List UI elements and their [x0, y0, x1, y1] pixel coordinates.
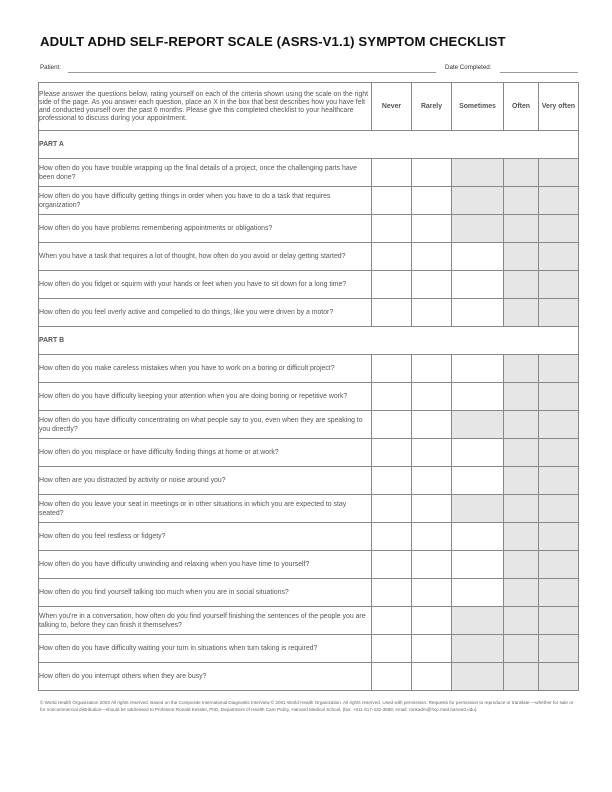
question-row [39, 495, 579, 523]
answer-box-rarely[interactable] [412, 663, 452, 691]
answer-box-often[interactable] [504, 523, 539, 551]
question-text: How often do you misplace or have difficulty finding things at home or at work? [39, 439, 372, 467]
answer-box-never[interactable] [372, 411, 412, 439]
answer-box-very-often[interactable] [539, 215, 579, 243]
answer-box-sometimes[interactable] [452, 411, 504, 439]
answer-box-very-often[interactable] [539, 495, 579, 523]
answer-box-very-often[interactable] [539, 299, 579, 327]
answer-box-sometimes[interactable] [452, 607, 504, 635]
answer-box-never[interactable] [372, 495, 412, 523]
part-label: PART B [39, 327, 579, 355]
answer-box-sometimes[interactable] [452, 299, 504, 327]
answer-box-sometimes[interactable] [452, 495, 504, 523]
header-row [39, 83, 579, 131]
answer-box-sometimes[interactable] [452, 635, 504, 663]
answer-box-very-often[interactable] [539, 663, 579, 691]
question-text: How often do you find yourself talking too much when you are in social situations? [39, 579, 372, 607]
answer-box-never[interactable] [372, 215, 412, 243]
answer-box-sometimes[interactable] [452, 383, 504, 411]
answer-box-often[interactable] [504, 243, 539, 271]
answer-box-never[interactable] [372, 243, 412, 271]
answer-box-rarely[interactable] [412, 635, 452, 663]
question-row [39, 579, 579, 607]
answer-box-rarely[interactable] [412, 607, 452, 635]
copyright-footer: © World Health Organization 2003 All rights reserved. Based on the Composite International Diagnostic Interview © 2001 World Health Organization. All rights reserved. Used with permission. Requests for permission to reproduce or translate —whether for sale or for noncommercial distribution—should be addressed to Professor Ronald Kessler, PhD, Department of Health Care Policy, Harvard Medical School, (fax: +011 617-432-3588; email: ronkadm@hcp.med.harvard.edu). [40, 700, 574, 712]
question-text: How often do you feel restless or fidgety? [39, 523, 372, 551]
answer-box-never[interactable] [372, 467, 412, 495]
patient-line[interactable] [68, 72, 436, 73]
answer-box-often[interactable] [504, 607, 539, 635]
answer-box-rarely[interactable] [412, 579, 452, 607]
answer-box-often[interactable] [504, 411, 539, 439]
answer-box-rarely[interactable] [412, 243, 452, 271]
answer-box-often[interactable] [504, 299, 539, 327]
question-row [39, 551, 579, 579]
answer-box-never[interactable] [372, 355, 412, 383]
question-row [39, 663, 579, 691]
answer-box-rarely[interactable] [412, 187, 452, 215]
question-text: How often do you fidget or squirm with your hands or feet when you have to sit down for a long time? [39, 271, 372, 299]
answer-box-never[interactable] [372, 271, 412, 299]
column-header-sometimes: Sometimes [452, 83, 504, 131]
question-row [39, 635, 579, 663]
question-row [39, 187, 579, 215]
answer-box-sometimes[interactable] [452, 215, 504, 243]
answer-box-very-often[interactable] [539, 383, 579, 411]
answer-box-often[interactable] [504, 495, 539, 523]
part-header-row [39, 131, 579, 159]
answer-box-never[interactable] [372, 523, 412, 551]
answer-box-often[interactable] [504, 635, 539, 663]
question-text: How often do you have difficulty unwinding and relaxing when you have time to yourself? [39, 551, 372, 579]
answer-box-sometimes[interactable] [452, 579, 504, 607]
answer-box-rarely[interactable] [412, 495, 452, 523]
column-header-rarely: Rarely [412, 83, 452, 131]
question-text: How often do you have difficulty getting things in order when you have to do a task that requires organization? [39, 187, 372, 215]
answer-box-often[interactable] [504, 271, 539, 299]
answer-box-very-often[interactable] [539, 439, 579, 467]
answer-box-often[interactable] [504, 383, 539, 411]
answer-box-very-often[interactable] [539, 635, 579, 663]
answer-box-rarely[interactable] [412, 271, 452, 299]
question-text: How often do you interrupt others when they are busy? [39, 663, 372, 691]
answer-box-very-often[interactable] [539, 467, 579, 495]
answer-box-very-often[interactable] [539, 271, 579, 299]
question-row [39, 467, 579, 495]
answer-box-never[interactable] [372, 551, 412, 579]
instructions-text: Please answer the questions below, rating yourself on each of the criteria shown using the scale on the right side of the page. As you answer each question, place an X in the box that best describes how you have felt and conducted yourself over the past 6 months. Please give this completed checklist to your healthcare professional to discuss during your appointment. [39, 83, 372, 131]
answer-box-never[interactable] [372, 663, 412, 691]
question-row [39, 523, 579, 551]
answer-box-rarely[interactable] [412, 299, 452, 327]
answer-box-sometimes[interactable] [452, 467, 504, 495]
answer-box-sometimes[interactable] [452, 187, 504, 215]
answer-box-often[interactable] [504, 467, 539, 495]
answer-box-sometimes[interactable] [452, 271, 504, 299]
answer-box-rarely[interactable] [412, 215, 452, 243]
question-text: How often do you have trouble wrapping up the final details of a project, once the challenging parts have been done? [39, 159, 372, 187]
answer-box-sometimes[interactable] [452, 523, 504, 551]
question-text: How often do you have difficulty concentrating on what people say to you, even when they are speaking to you directly? [39, 411, 372, 439]
question-text: How often do you have difficulty keeping your attention when you are doing boring or repetitive work? [39, 383, 372, 411]
part-header-row [39, 327, 579, 355]
answer-box-never[interactable] [372, 607, 412, 635]
answer-box-very-often[interactable] [539, 551, 579, 579]
answer-box-very-often[interactable] [539, 411, 579, 439]
question-row [39, 607, 579, 635]
question-text: How often do you feel overly active and compelled to do things, like you were driven by a motor? [39, 299, 372, 327]
question-text: How often do you leave your seat in meetings or in other situations in which you are expected to stay seated? [39, 495, 372, 523]
question-text: How often do you have problems remembering appointments or obligations? [39, 215, 372, 243]
column-header-often: Often [504, 83, 539, 131]
symptom-checklist-table [38, 82, 579, 691]
answer-box-sometimes[interactable] [452, 551, 504, 579]
answer-box-often[interactable] [504, 663, 539, 691]
answer-box-often[interactable] [504, 159, 539, 187]
question-text: How often do you make careless mistakes when you have to work on a boring or difficult project? [39, 355, 372, 383]
answer-box-often[interactable] [504, 187, 539, 215]
answer-box-never[interactable] [372, 159, 412, 187]
answer-box-very-often[interactable] [539, 355, 579, 383]
answer-box-rarely[interactable] [412, 383, 452, 411]
question-row [39, 159, 579, 187]
answer-box-sometimes[interactable] [452, 439, 504, 467]
question-row [39, 299, 579, 327]
answer-box-very-often[interactable] [539, 523, 579, 551]
question-text: How often do you have difficulty waiting your turn in situations when turn taking is required? [39, 635, 372, 663]
question-row [39, 411, 579, 439]
part-label: PART A [39, 131, 579, 159]
answer-box-rarely[interactable] [412, 467, 452, 495]
column-header-very-often: Very often [539, 83, 579, 131]
answer-box-never[interactable] [372, 383, 412, 411]
answer-box-rarely[interactable] [412, 355, 452, 383]
answer-box-very-often[interactable] [539, 579, 579, 607]
answer-box-never[interactable] [372, 635, 412, 663]
answer-box-sometimes[interactable] [452, 355, 504, 383]
page-title: ADULT ADHD SELF-REPORT SCALE (ASRS-V1.1) SYMPTOM CHECKLIST [40, 34, 506, 49]
answer-box-often[interactable] [504, 215, 539, 243]
date-completed-label: Date Completed: [445, 64, 492, 71]
question-text: When you have a task that requires a lot of thought, how often do you avoid or delay getting started? [39, 243, 372, 271]
answer-box-sometimes[interactable] [452, 159, 504, 187]
question-row [39, 355, 579, 383]
answer-box-never[interactable] [372, 439, 412, 467]
answer-box-very-often[interactable] [539, 187, 579, 215]
answer-box-very-often[interactable] [539, 607, 579, 635]
answer-box-rarely[interactable] [412, 439, 452, 467]
answer-box-never[interactable] [372, 187, 412, 215]
question-row [39, 215, 579, 243]
answer-box-rarely[interactable] [412, 551, 452, 579]
question-text: How often are you distracted by activity or noise around you? [39, 467, 372, 495]
date-completed-line[interactable] [500, 72, 578, 73]
answer-box-rarely[interactable] [412, 523, 452, 551]
answer-box-often[interactable] [504, 355, 539, 383]
answer-box-very-often[interactable] [539, 243, 579, 271]
answer-box-often[interactable] [504, 439, 539, 467]
answer-box-never[interactable] [372, 299, 412, 327]
question-row [39, 439, 579, 467]
question-text: When you're in a conversation, how often do you find yourself finishing the sentences of the people you are talking to, before they can finish it themselves? [39, 607, 372, 635]
column-header-never: Never [372, 83, 412, 131]
answer-box-often[interactable] [504, 551, 539, 579]
answer-box-often[interactable] [504, 579, 539, 607]
answer-box-very-often[interactable] [539, 159, 579, 187]
answer-box-sometimes[interactable] [452, 243, 504, 271]
answer-box-rarely[interactable] [412, 159, 452, 187]
patient-label: Patient: [40, 64, 61, 71]
answer-box-never[interactable] [372, 579, 412, 607]
question-row [39, 383, 579, 411]
question-row [39, 243, 579, 271]
answer-box-rarely[interactable] [412, 411, 452, 439]
answer-box-sometimes[interactable] [452, 663, 504, 691]
question-row [39, 271, 579, 299]
